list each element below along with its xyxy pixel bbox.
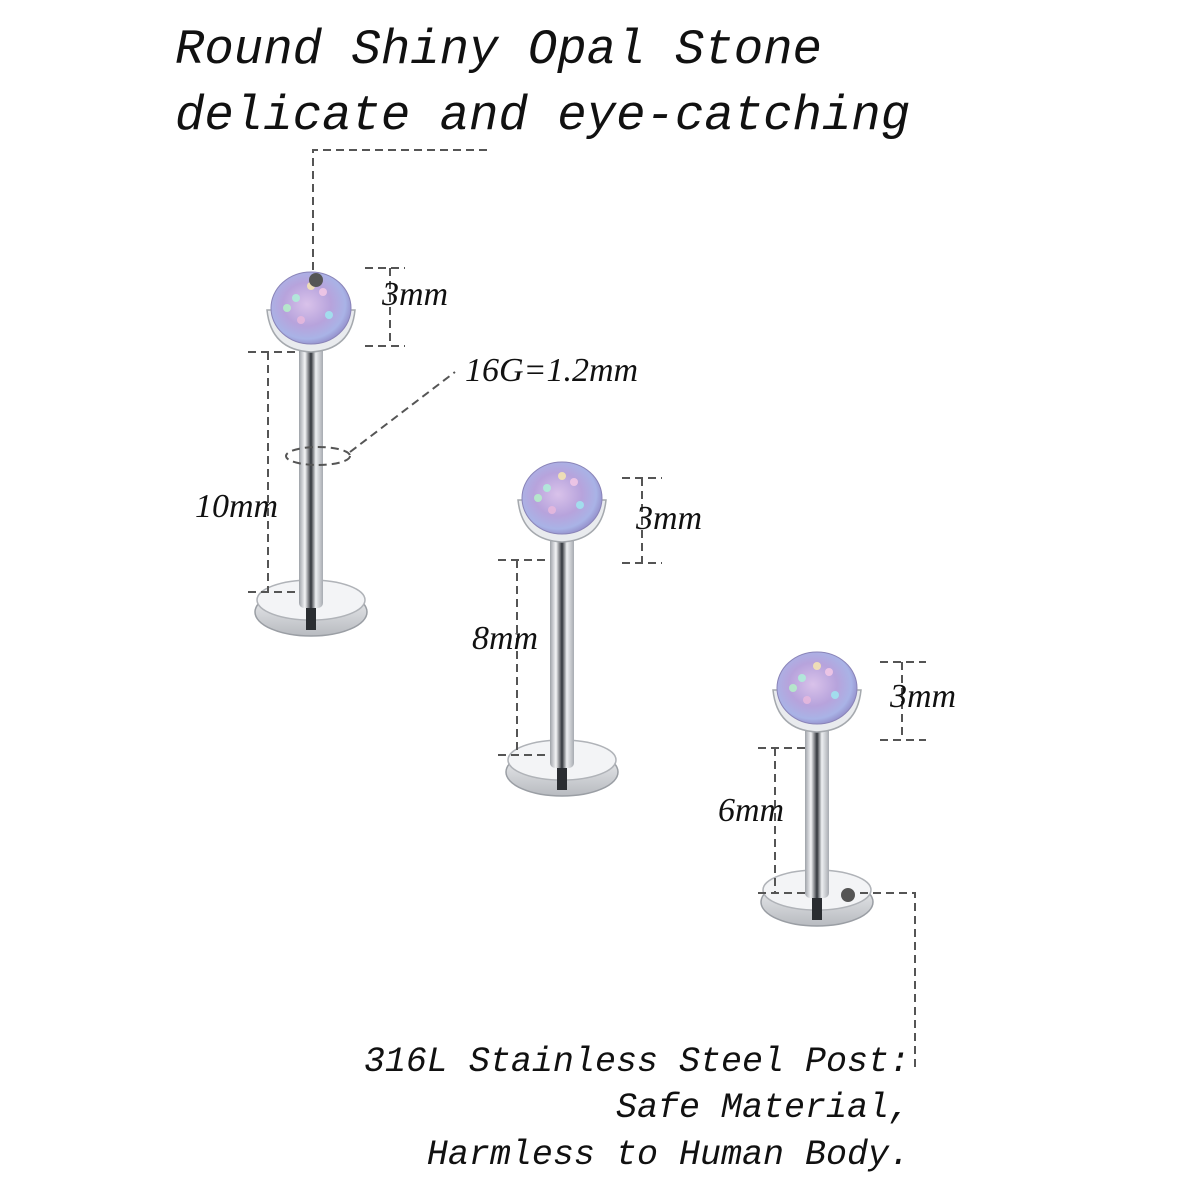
ball-size-label-3: 3mm	[890, 678, 957, 715]
ball-size-label-2: 3mm	[636, 500, 703, 537]
piercing-6mm	[761, 652, 873, 926]
post	[805, 720, 829, 898]
marker-dot-bottom	[841, 888, 855, 902]
headline-line-1: Round Shiny Opal Stone	[175, 22, 822, 78]
post	[550, 530, 574, 768]
ball-size-label-1: 3mm	[382, 276, 449, 313]
headline-line-2: delicate and eye-catching	[175, 88, 911, 144]
length-label-2: 8mm	[472, 620, 539, 657]
marker-dot-top	[309, 273, 323, 287]
footer-line-2: Safe Material,	[615, 1088, 910, 1128]
footer-line-1: 316L Stainless Steel Post:	[363, 1042, 910, 1082]
post	[299, 340, 323, 608]
gauge-label: 16G=1.2mm	[465, 352, 639, 389]
length-label-3: 6mm	[718, 792, 785, 829]
length-label-1: 10mm	[195, 488, 279, 525]
footer-line-3: Harmless to Human Body.	[426, 1135, 910, 1175]
